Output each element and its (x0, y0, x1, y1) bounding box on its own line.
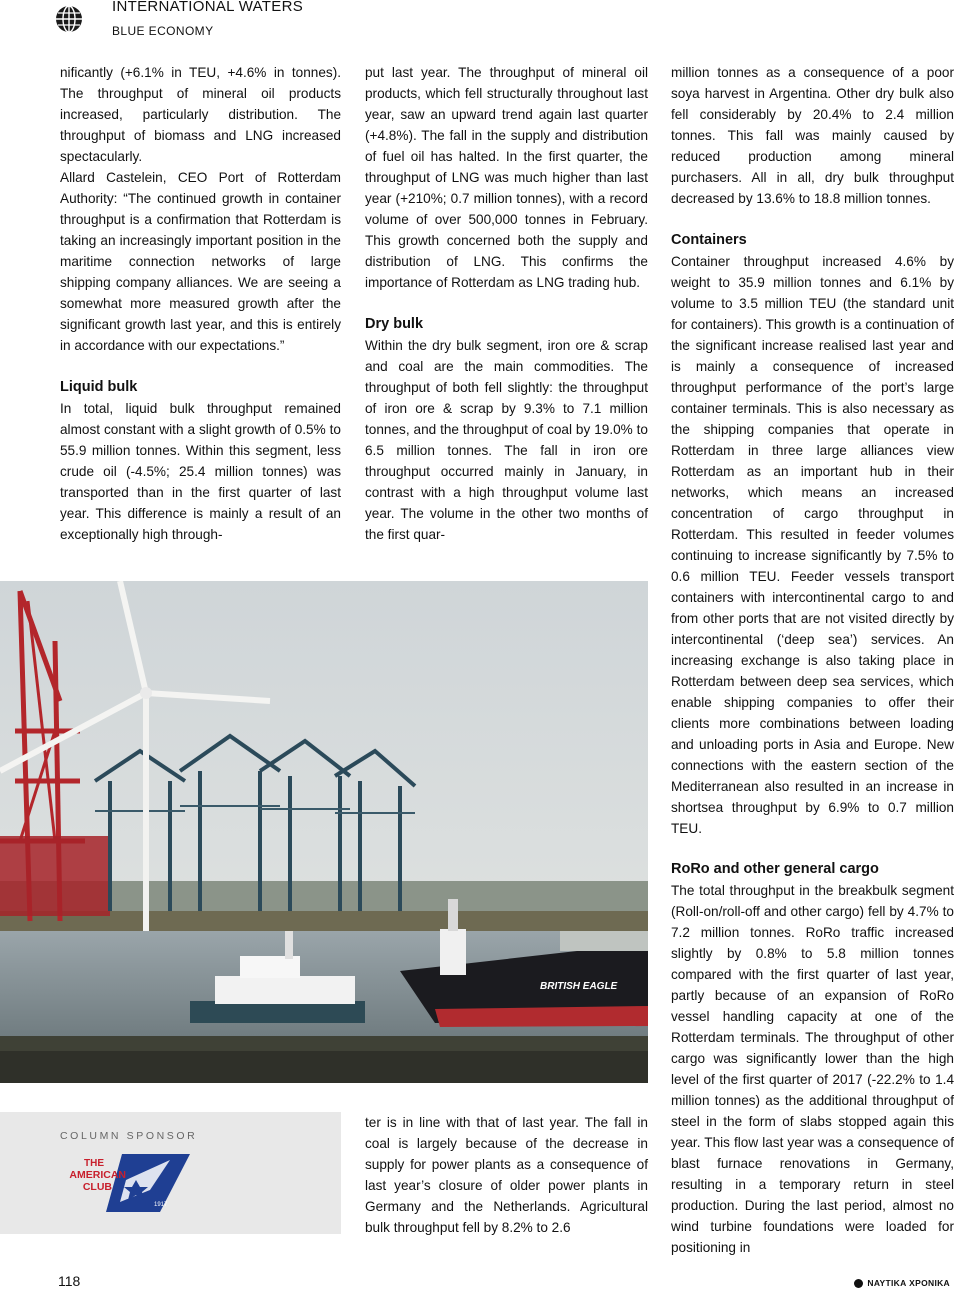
dry-bulk-paragraph: Within the dry bulk segment, iron ore & scrap and coal are the main commodities. The throughput of both fell slightly: the throughput of iron ore & scrap by 9.3% to 7.1 million tonnes, and the throughput of coal by 19.0% to 6.5 million tonnes. The fall in iron ore throughput occurred mainly in January, in contrast with a high throughput volume last year. The volume in the other two months of the first quar- (365, 338, 648, 542)
article-column-1 (60, 62, 341, 545)
dry-bulk-continued: ter is in line with that of last year. The fall in coal is largely because of the decrease in supply for power plants as a consequence of last year’s closure of older power plants in Germany and the Netherlands. Agricultural bulk throughput fell by 8.2% to 2.6 (365, 1115, 648, 1235)
article-column-2 (365, 62, 648, 545)
globe-icon (54, 4, 84, 34)
page-number: 118 (58, 1273, 81, 1289)
intro-paragraph: nificantly (+6.1% in TEU, +4.6% in tonnes). The throughput of mineral oil products increased, particularly distribution. The throughput of biomass and LNG increased spectacularly. (60, 65, 341, 164)
sponsor-label: COLUMN SPONSOR (60, 1130, 198, 1142)
dry-bulk-end: million tonnes as a consequence of a poor soya harvest in Argentina. Other dry bulk also fell considerably by 20.4% to 2.4 million tonnes. This fall was mainly caused by reduced production among mineral purchasers. All in all, dry bulk throughput decreased by 13.6% to 18.8 million tonnes. (671, 65, 954, 206)
containers-paragraph: Container throughput increased 4.6% by weight to 35.9 million tonnes and 6.1% by volume to 3.5 million TEU (the standard unit for containers). This growth is a continuation of the significant increase realised last year and is mainly a consequence of increased throughput performance of the port’s large container terminals. This is also necessary as the shipping companies that operate in Rotterdam in three large alliances view Rotterdam as an important hub in their networks, which means an increased concentration of cargo throughput in Rotterdam. This resulted in feeder volumes continuing to increase significantly by 7.5% to 0.6 million TEU. Feeder vessels transport containers with intercontinental cargo to and from other ports that are not visited directly by intercontinental (‘deep sea’) services. An increasing exchange is also taking place in Rotterdam between deep sea services, which enable shipping companies to offer their clients more combinations between loading and unloading ports in Asia and Europe. New connections with the eastern section of the Mediterranean also resulted in an increase in shortsea throughput by 6.9% to 0.7 million TEU. (671, 254, 954, 836)
logo-text-american: AMERICAN (69, 1169, 126, 1181)
liquid-bulk-heading: Liquid bulk (60, 379, 138, 395)
roro-heading: RoRo and other general cargo (671, 861, 879, 877)
footer-brand-text: ΝΑΥΤΙΚΑ ΧΡΟΝΙΚΑ (867, 1278, 950, 1288)
port-photo (0, 581, 648, 1083)
subsection-title: BLUE ECONOMY (112, 24, 214, 38)
dry-bulk-heading: Dry bulk (365, 316, 424, 332)
section-title: INTERNATIONAL WATERS (112, 0, 304, 15)
roro-paragraph: The total throughput in the breakbulk segment (Roll-on/roll-off and other cargo) fell by 4.7% to 7.2 million tonnes. RoRo traffic increased slightly by 0.8% to 5.8 million tonnes compared with the first quarter of last year, partly because of an expansion of RoRo vessel handling capacity at one of the Rotterdam terminals. The throughput of other cargo was significantly lower than the high level of the first quarter of 2017 (-22.2% to 1.4 million tonnes) as the additional throughput of steel in the form of slabs stopped again this year. This flow last year was a consequence of blast furnace renovations in Germany, resulting in a temporary return in steel production. During the last period, almost no wind turbine foundations were loaded for positioning in (671, 883, 954, 1255)
ship-name-label: BRITISH EAGLE (540, 981, 618, 992)
article-column-2-continued (365, 1112, 648, 1238)
brand-dot-icon (854, 1279, 863, 1288)
logo-text-year: 1917 (154, 1202, 168, 1208)
liquid-bulk-continued: put last year. The throughput of mineral oil products, which fell structurally throughout last year, saw an upward trend again last quarter (+4.8%). The fall in the supply and distribution of fuel oil has halted. In the first quarter, the throughput of LNG was much higher than last year (+210%; 0.7 million tonnes), with a record volume of over 500,000 tonnes in February. This growth concerned both the supply and distribution of LNG. This confirms the importance of Rotterdam as LNG trading hub. (365, 65, 648, 290)
footer-brand (854, 1278, 950, 1288)
containers-heading: Containers (671, 232, 747, 248)
american-club-logo[interactable] (60, 1152, 192, 1214)
logo-text-the: THE (84, 1158, 104, 1169)
ceo-quote: Allard Castelein, CEO Port of Rotterdam Authority: “The continued growth in container throughput is a confirmation that Rotterdam is taking an increasingly important position in the maritime connection networks of large shipping company alliances. We are seeing a somewhat more measured growth after the significant growth last year, and this is entirely in accordance with our expectations.” (60, 170, 341, 353)
article-column-3 (671, 62, 954, 1258)
logo-text-club: CLUB (82, 1181, 112, 1193)
liquid-bulk-paragraph: In total, liquid bulk throughput remained almost constant with a slight growth of 0.5% to 55.9 million tonnes. Within this segment, less crude oil (-4.5%; 25.4 million tonnes) was transported than in the first quarter of last year. This difference is mainly a result of an exceptionally high through- (60, 401, 341, 542)
